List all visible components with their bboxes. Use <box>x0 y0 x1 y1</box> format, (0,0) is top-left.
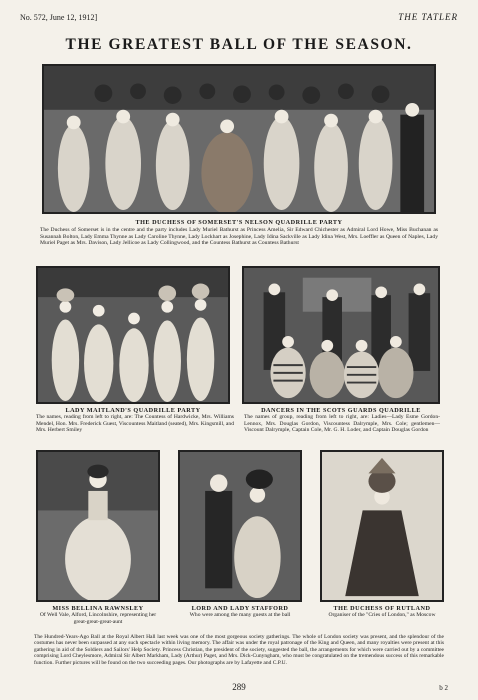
article-text: The Hundred-Years-Ago Ball at the Royal Albert Hall last week was one of the most gorgeous society gatherings. The whole of London society was present, and the splendour of the costumes has never been surpassed at any such spectacle within living memory. The affair was under the royal patronage of the King and Queen, and many royalties were present at this gathering in aid of the Soldiers and Sailors' Help Society. Princess Christian, the president of the society, suggested the ball, the arrangements for which were carried out by a committee comprising Lord Cheylesmore, Admiral Sir Albert Markham, Lady (Arthur) Paget, and Mrs. Dick-Cunyngham, who must be congratulated on the tremendous success of this remarkable function. Further pictures will be found on the two succeeding pages. Our photographs are by Lafayette and C.P.U. <box>34 634 444 666</box>
photo-nelson-quadrille <box>42 64 436 214</box>
photo-maitland-quadrille <box>36 266 230 404</box>
issue-line: No. 572, June 12, 1912] <box>20 12 98 22</box>
caption-title-stafford: LORD AND LADY STAFFORD <box>191 605 289 612</box>
caption-body-stafford: Who were among the many guests at the ball <box>189 612 291 618</box>
page-number: 289 <box>232 682 246 692</box>
caption-title-maitland: LADY MAITLAND'S QUADRILLE PARTY <box>65 407 201 414</box>
signature-mark: b 2 <box>439 684 448 692</box>
photo-lord-lady-stafford <box>178 450 302 602</box>
caption-title-rutland: THE DUCHESS OF RUTLAND <box>333 605 431 612</box>
caption-body-rutland: Organiser of the "Cries of London," as Moscow <box>328 612 436 618</box>
page-header <box>20 10 458 24</box>
publication-name: THE TATLER <box>398 12 458 22</box>
caption-title-scots: DANCERS IN THE SCOTS GUARDS QUADRILLE <box>261 407 421 414</box>
caption-body-scots: The names of group, reading from left to right, are: Ladies—Lady Esme Gordon-Lennox, Mrs. Douglas Gordon, Viscountess Dalrymple, Mrs. Cole; gentlemen—Viscount Dalrymple, Captain Cole, Mr. G. H. Loder, and Captain Douglas Gordon <box>244 414 440 434</box>
caption-body-nelson: The Duchess of Somerset is in the centre and the party includes Lady Muriel Bathurst as Princess Amelia, Sir Edward Chichester as Admiral Lord Howe, Miss Buchanan as Susannah Bolton, Lady Emma Thynne as Lady Caroline Thynne, Lady Lockhart as Josephine, Lady Idina Sackville as Lady Idina West, Mrs. Loeffler as Queen of Naples, Lady Muriel Paget as Mrs. Davison, Lady Jellicoe as Lady Collingwood, and the Countess Bathurst as Countess Bathurst <box>40 227 438 247</box>
caption-title-rawnsley: MISS BELLINA RAWNSLEY <box>52 605 144 612</box>
caption-body-rawnsley: Of Well Vale, Alford, Lincolnshire, representing her great-great-great-aunt <box>39 612 157 625</box>
photo-bellina-rawnsley <box>36 450 160 602</box>
caption-title-nelson: THE DUCHESS OF SOMERSET'S NELSON QUADRILLE PARTY <box>135 219 343 226</box>
photo-duchess-rutland <box>320 450 444 602</box>
photo-scots-guards <box>242 266 440 404</box>
page-headline: THE GREATEST BALL OF THE SEASON. <box>65 36 413 53</box>
caption-body-maitland: The names, reading from left to right, are: The Countess of Hardwicke, Mrs. Williams Mendel, Hon. Mrs. Frederick Guest, Viscountess Maitland (seated), Mrs. Kingsmill, and Mrs. Herbert Smiley <box>36 414 234 434</box>
